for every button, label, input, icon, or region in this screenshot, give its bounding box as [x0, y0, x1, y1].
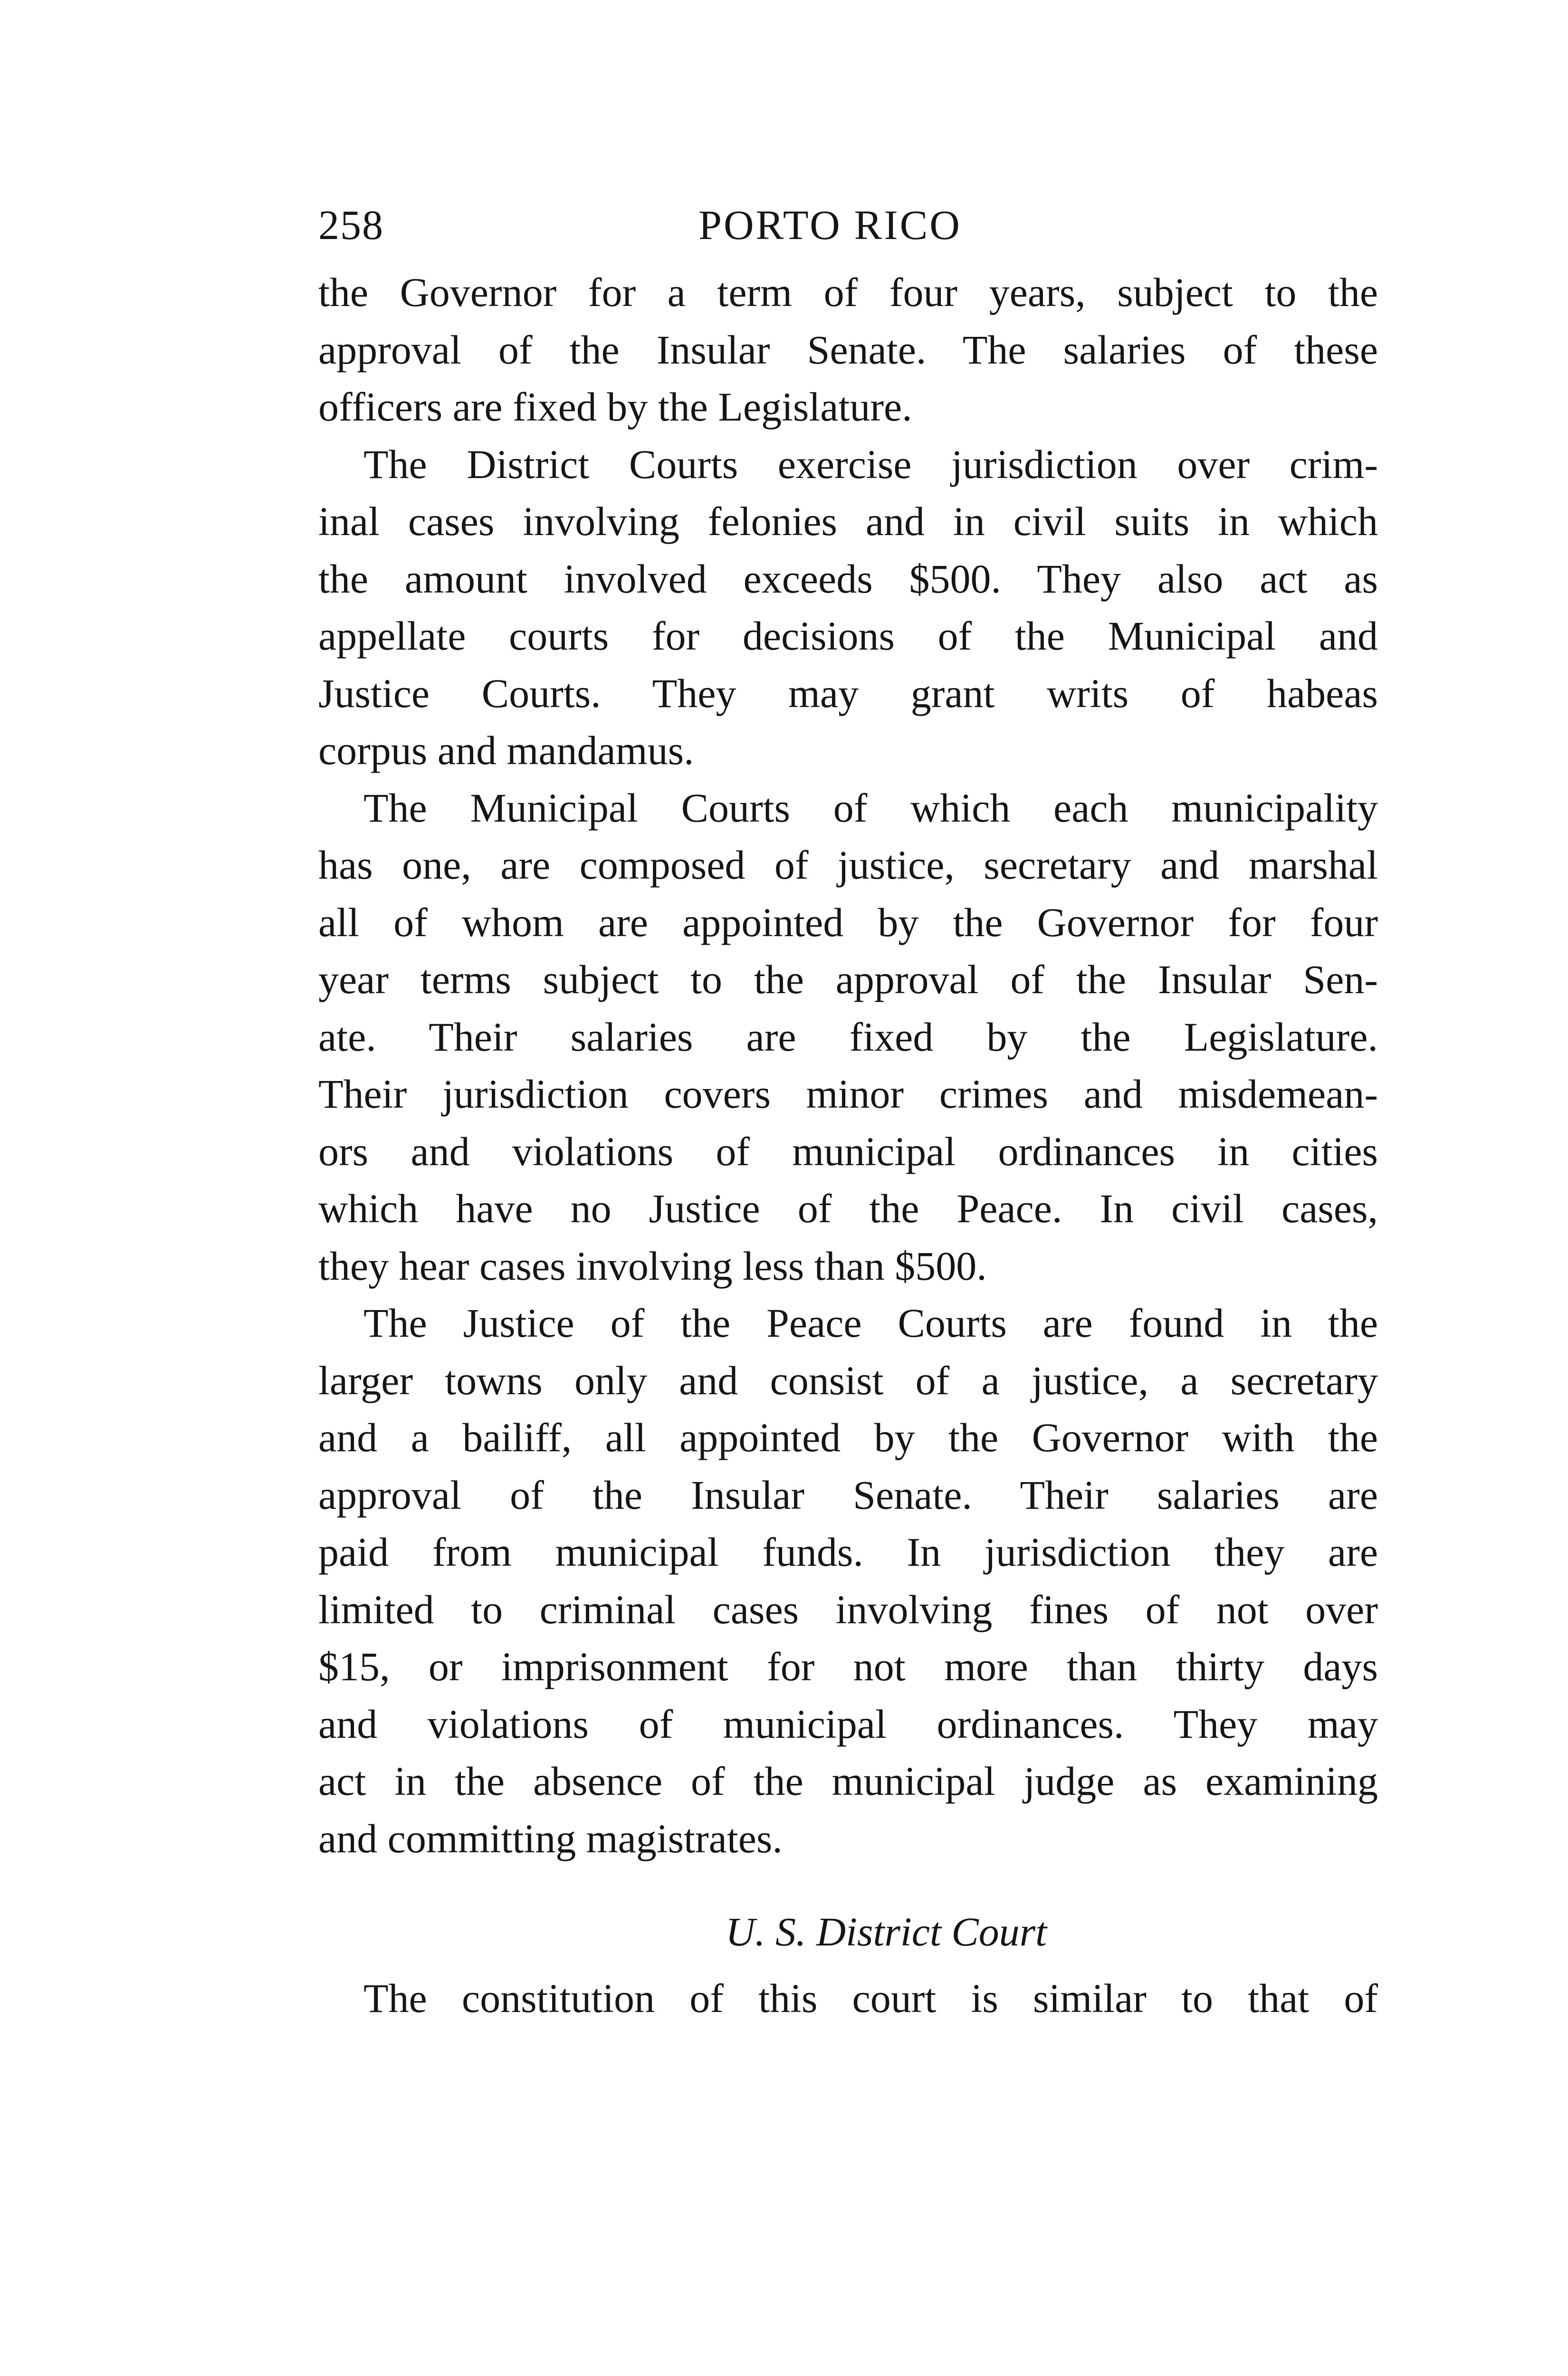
text-line: approval of the Insular Senate. The salaries of these: [318, 326, 1378, 373]
text-line: act in the absence of the municipal judge as examining: [318, 1758, 1378, 1804]
running-title: PORTO RICO: [698, 202, 962, 249]
text-line: inal cases involving felonies and in civil suits in which: [318, 498, 1378, 544]
text-line: which have no Justice of the Peace. In civil cases,: [318, 1186, 1378, 1231]
paragraph-start-line: The District Courts exercise jurisdiction over crim-: [363, 441, 1378, 487]
paragraph-start-line: The Justice of the Peace Courts are found in the: [363, 1300, 1378, 1346]
text-line: and committing magistrates.: [318, 1815, 783, 1861]
text-line: appellate courts for decisions of the Municipal and: [318, 613, 1378, 659]
text-line: has one, are composed of justice, secretary and marshal: [318, 842, 1378, 888]
page-number: 258: [318, 202, 384, 249]
text-line: the amount involved exceeds $500. They also act as: [318, 556, 1378, 602]
text-line: $15, or imprisonment for not more than thirty days: [318, 1644, 1378, 1689]
body-text: [318, 264, 1378, 1867]
text-line: paid from municipal funds. In jurisdiction they are: [318, 1529, 1378, 1575]
text-line: all of whom are appointed by the Governor for four: [318, 899, 1378, 945]
running-head: [318, 192, 1378, 259]
paragraph-start-line: The Municipal Courts of which each municipality: [363, 785, 1378, 831]
text-line: they hear cases involving less than $500.: [318, 1243, 987, 1289]
text-line: year terms subject to the approval of the Insular Sen-: [318, 957, 1378, 1002]
text-line: limited to criminal cases involving fines of not over: [318, 1586, 1378, 1632]
text-line: approval of the Insular Senate. Their salaries are: [318, 1472, 1378, 1518]
text-line: ors and violations of municipal ordinances in cities: [318, 1128, 1378, 1174]
text-line: and violations of municipal ordinances. They may: [318, 1701, 1378, 1747]
section-heading: U. S. District Court: [725, 1909, 1047, 1954]
text-line: officers are fixed by the Legislature.: [318, 384, 912, 430]
text-line: the Governor for a term of four years, subject to the: [318, 269, 1378, 315]
text-line: and a bailiff, all appointed by the Governor with the: [318, 1415, 1378, 1460]
paragraph-start-line: The constitution of this court is similar to that of: [363, 1975, 1378, 2021]
text-line: Their jurisdiction covers minor crimes and misdemean-: [318, 1071, 1378, 1117]
text-line: corpus and mandamus.: [318, 728, 694, 773]
text-line: ate. Their salaries are fixed by the Legislature.: [318, 1014, 1378, 1060]
text-line: larger towns only and consist of a justice, a secretary: [318, 1357, 1378, 1403]
section-body: [318, 1970, 1378, 2027]
text-line: Justice Courts. They may grant writs of habeas: [318, 670, 1378, 716]
